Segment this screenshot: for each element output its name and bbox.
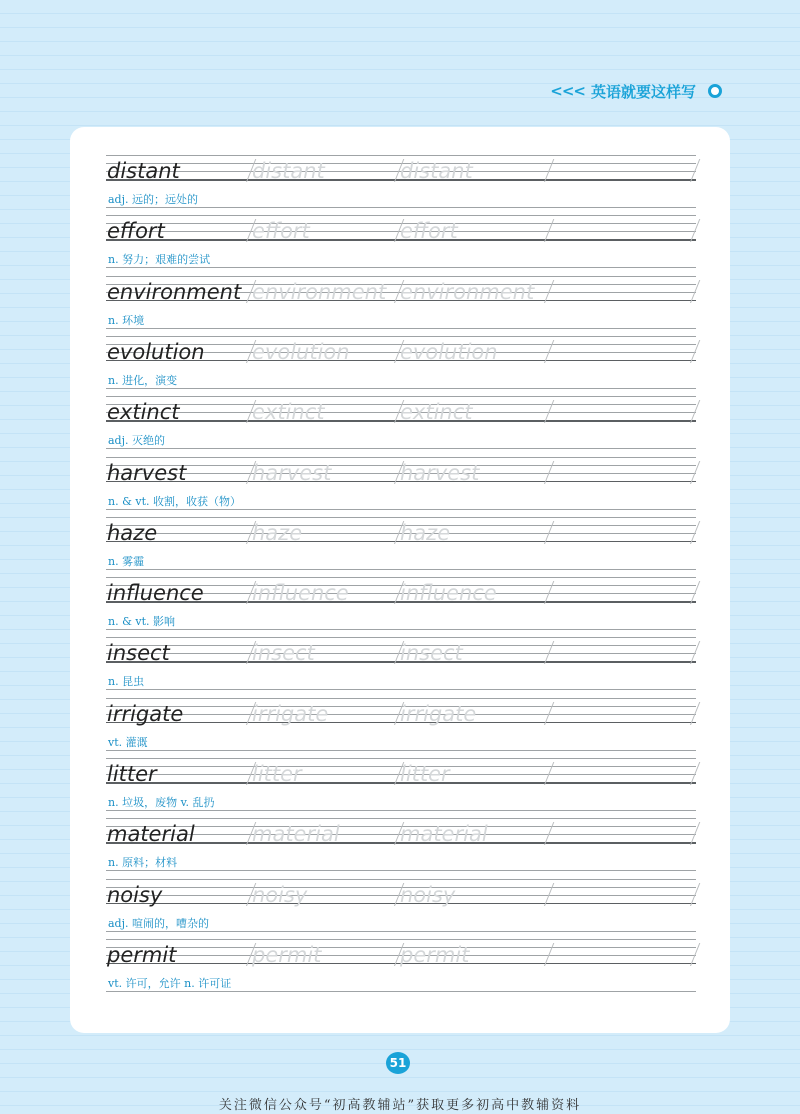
word-row xyxy=(106,939,696,999)
meaning-underline xyxy=(106,569,696,570)
trace-word: influence xyxy=(252,581,349,606)
trace-word: environment xyxy=(252,279,387,304)
word-row xyxy=(106,517,696,577)
trace-word: effort xyxy=(400,219,458,244)
vocab-word: harvest xyxy=(107,460,187,485)
word-row xyxy=(106,276,696,336)
word-meaning: n. 垃圾，废物 v. 乱扔 xyxy=(108,796,215,809)
word-meaning: n. 进化，演变 xyxy=(108,373,178,387)
vocab-word: influence xyxy=(107,581,204,606)
writing-line xyxy=(106,155,696,156)
word-row xyxy=(106,637,696,697)
trace-word: permit xyxy=(252,942,322,967)
meaning-underline xyxy=(106,267,696,268)
vocab-word: distant xyxy=(107,159,180,183)
trace-word: insect xyxy=(252,641,315,666)
writing-line xyxy=(106,637,696,638)
trace-word: irrigate xyxy=(252,701,329,726)
trace-word: extinct xyxy=(400,400,473,425)
trace-word: distant xyxy=(252,159,325,183)
trace-word: environment xyxy=(400,279,535,304)
writing-line xyxy=(106,396,696,397)
trace-word: evolution xyxy=(252,339,350,364)
vocab-word: material xyxy=(107,822,195,847)
practice-sheet xyxy=(70,127,730,1033)
writing-line xyxy=(106,276,696,277)
vocab-word: noisy xyxy=(107,882,163,907)
word-meaning: n. 昆虫 xyxy=(108,675,145,689)
ring-icon xyxy=(708,84,722,98)
trace-word: noisy xyxy=(252,882,308,907)
writing-line xyxy=(106,698,696,699)
vocab-word: permit xyxy=(107,942,177,967)
trace-word: noisy xyxy=(400,882,456,907)
meaning-underline xyxy=(106,448,696,449)
trace-word: harvest xyxy=(400,460,480,485)
meaning-underline xyxy=(106,870,696,871)
word-meaning: adj. 喧闹的，嘈杂的 xyxy=(108,916,210,930)
vocab-word: insect xyxy=(107,641,170,666)
word-meaning: n. & vt. 影响 xyxy=(108,615,175,629)
vocab-word: extinct xyxy=(107,400,180,425)
writing-line xyxy=(106,758,696,759)
word-row xyxy=(106,457,696,517)
trace-word: haze xyxy=(400,520,451,545)
meaning-underline xyxy=(106,207,696,208)
word-meaning: n. 环境 xyxy=(108,313,145,327)
word-meaning: n. 原料；材料 xyxy=(108,856,178,870)
word-meaning: adj. 灭绝的 xyxy=(108,434,166,448)
meaning-underline xyxy=(106,509,696,510)
word-row xyxy=(106,336,696,396)
meaning-underline xyxy=(106,388,696,389)
meaning-underline xyxy=(106,689,696,690)
vocab-word: irrigate xyxy=(107,701,184,726)
writing-line xyxy=(106,336,696,337)
trace-word: harvest xyxy=(252,460,332,485)
trace-word: influence xyxy=(400,581,497,606)
meaning-underline xyxy=(106,750,696,751)
meaning-underline xyxy=(106,810,696,811)
trace-word: litter xyxy=(252,762,302,786)
meaning-underline xyxy=(106,629,696,630)
vocab-word: litter xyxy=(107,762,157,786)
word-meaning: n. 努力；艰难的尝试 xyxy=(108,253,211,267)
vocab-word: effort xyxy=(107,219,165,244)
word-row xyxy=(106,215,696,275)
writing-line xyxy=(106,577,696,578)
meaning-underline xyxy=(106,931,696,932)
word-row xyxy=(106,155,696,215)
footer-note: 关注微信公众号“初高教辅站”获取更多初高中教辅资料 xyxy=(218,1098,582,1113)
trace-word: evolution xyxy=(400,339,498,364)
word-row xyxy=(106,698,696,758)
trace-word: effort xyxy=(252,219,310,244)
word-meaning: vt. 灌溉 xyxy=(108,735,148,749)
writing-line xyxy=(106,879,696,880)
trace-word: permit xyxy=(400,942,470,967)
vocab-word: haze xyxy=(107,520,158,545)
writing-line xyxy=(106,818,696,819)
vocab-word: evolution xyxy=(107,339,205,364)
word-row xyxy=(106,758,696,818)
section-header xyxy=(550,80,722,102)
writing-line xyxy=(106,517,696,518)
trace-word: haze xyxy=(252,520,303,545)
trace-word: distant xyxy=(400,159,473,183)
page-number: 51 xyxy=(386,1052,410,1074)
word-row xyxy=(106,879,696,939)
word-row xyxy=(106,818,696,878)
word-meaning: adj. 远的；远处的 xyxy=(108,193,199,206)
trace-word: litter xyxy=(400,762,450,786)
word-meaning: vt. 许可，允许 n. 许可证 xyxy=(108,976,232,990)
trace-word: material xyxy=(400,822,488,847)
writing-line xyxy=(106,939,696,940)
meaning-underline xyxy=(106,328,696,329)
trace-word: irrigate xyxy=(400,701,477,726)
trace-word: material xyxy=(252,822,340,847)
trace-word: extinct xyxy=(252,400,325,425)
word-row xyxy=(106,396,696,456)
writing-line xyxy=(106,457,696,458)
word-row xyxy=(106,577,696,637)
writing-line xyxy=(106,215,696,216)
vocab-word: environment xyxy=(107,279,242,304)
word-meaning: n. & vt. 收割，收获（物） xyxy=(108,494,241,508)
word-meaning: n. 雾霾 xyxy=(108,554,145,568)
meaning-underline xyxy=(106,991,696,992)
chevrons-left-icon: <<< xyxy=(550,82,585,100)
section-title: 英语就要这样写 xyxy=(590,82,696,101)
trace-word: insect xyxy=(400,641,463,666)
